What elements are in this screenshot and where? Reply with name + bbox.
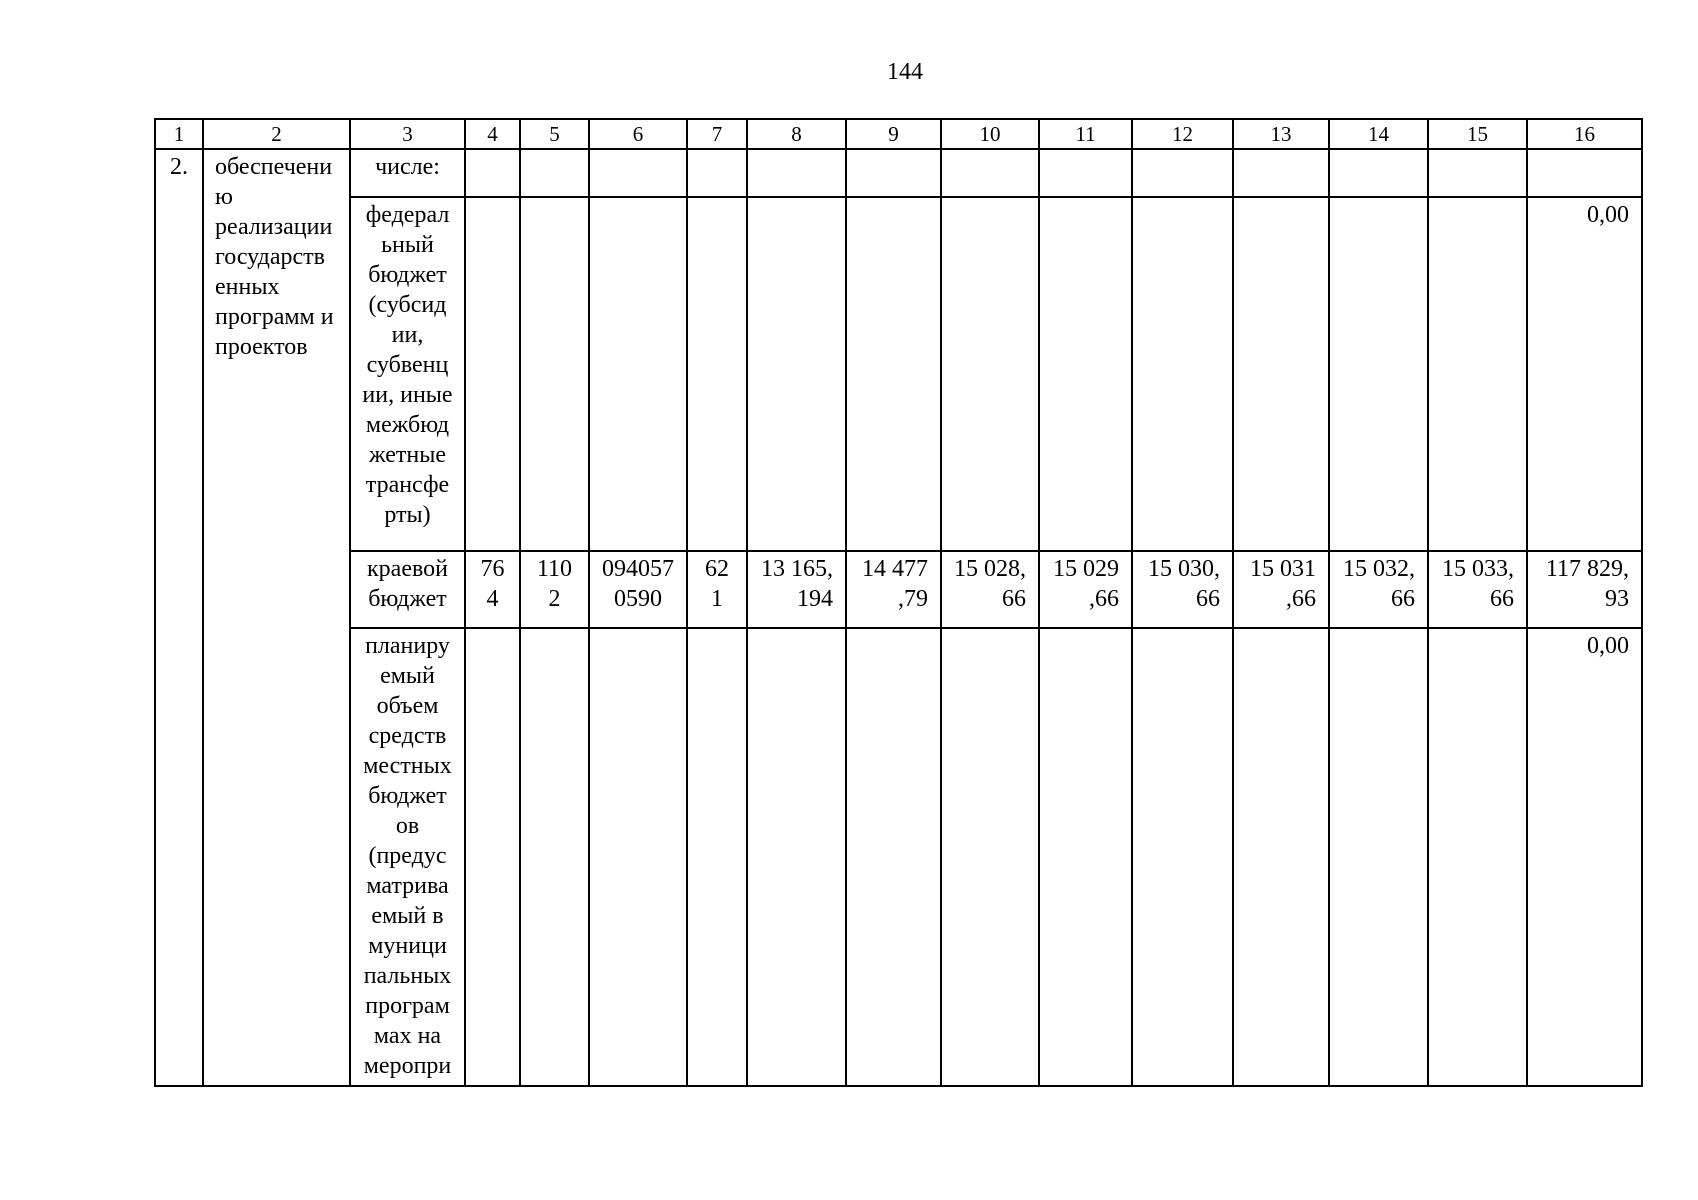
- item-number-cell: 2.: [155, 149, 203, 1086]
- empty-cell: [589, 628, 687, 1086]
- empty-cell: [1039, 197, 1132, 551]
- header-col-16: 16: [1527, 119, 1642, 149]
- empty-cell: [1132, 628, 1233, 1086]
- table-row: [155, 628, 1642, 1086]
- empty-cell: [846, 149, 941, 197]
- header-col-6: 6: [589, 119, 687, 149]
- regional-col6-cell: 094057 0590: [589, 551, 687, 628]
- empty-cell: [589, 197, 687, 551]
- regional-total-cell: 117 829, 93: [1527, 551, 1642, 628]
- regional-col9-cell: 14 477 ,79: [846, 551, 941, 628]
- table-row: [155, 197, 1642, 551]
- regional-col4-cell: 76 4: [465, 551, 520, 628]
- empty-cell: [520, 628, 589, 1086]
- empty-cell: [1428, 628, 1527, 1086]
- regional-col7-cell: 62 1: [687, 551, 747, 628]
- source-local-cell: планиру емый объем средств местных бюджет ов (предус матрива емый в муници пальных програм мах на меропри: [350, 628, 465, 1086]
- empty-cell: [1039, 628, 1132, 1086]
- empty-cell: [941, 197, 1039, 551]
- empty-cell: [1132, 149, 1233, 197]
- regional-col15-cell: 15 033, 66: [1428, 551, 1527, 628]
- empty-cell: [687, 628, 747, 1086]
- empty-cell: [1527, 149, 1642, 197]
- empty-cell: [520, 149, 589, 197]
- empty-cell: [1329, 149, 1428, 197]
- source-regional-cell: краевой бюджет: [350, 551, 465, 628]
- item-name-cell: обеспечени ю реализации государств енных программ и проектов: [203, 149, 350, 1086]
- empty-cell: [747, 628, 846, 1086]
- header-col-10: 10: [941, 119, 1039, 149]
- regional-col12-cell: 15 030, 66: [1132, 551, 1233, 628]
- regional-col5-cell: 110 2: [520, 551, 589, 628]
- empty-cell: [687, 149, 747, 197]
- header-col-4: 4: [465, 119, 520, 149]
- empty-cell: [1329, 628, 1428, 1086]
- empty-cell: [941, 149, 1039, 197]
- empty-cell: [465, 197, 520, 551]
- empty-cell: [465, 149, 520, 197]
- empty-cell: [465, 628, 520, 1086]
- regional-col11-cell: 15 029 ,66: [1039, 551, 1132, 628]
- federal-total-cell: 0,00: [1527, 197, 1642, 551]
- table-row: [155, 551, 1642, 628]
- empty-cell: [846, 197, 941, 551]
- empty-cell: [1233, 149, 1329, 197]
- page-number: 144: [887, 59, 923, 85]
- source-intro-cell: числе:: [350, 149, 465, 197]
- header-col-3: 3: [350, 119, 465, 149]
- header-col-7: 7: [687, 119, 747, 149]
- empty-cell: [1039, 149, 1132, 197]
- header-row: [155, 119, 1642, 149]
- empty-cell: [846, 628, 941, 1086]
- header-col-9: 9: [846, 119, 941, 149]
- header-col-1: 1: [155, 119, 203, 149]
- empty-cell: [1329, 197, 1428, 551]
- header-col-5: 5: [520, 119, 589, 149]
- empty-cell: [1428, 197, 1527, 551]
- empty-cell: [747, 197, 846, 551]
- empty-cell: [747, 149, 846, 197]
- empty-cell: [589, 149, 687, 197]
- header-col-15: 15: [1428, 119, 1527, 149]
- empty-cell: [941, 628, 1039, 1086]
- empty-cell: [1132, 197, 1233, 551]
- header-col-12: 12: [1132, 119, 1233, 149]
- header-col-13: 13: [1233, 119, 1329, 149]
- header-col-8: 8: [747, 119, 846, 149]
- empty-cell: [1233, 628, 1329, 1086]
- regional-col14-cell: 15 032, 66: [1329, 551, 1428, 628]
- local-total-cell: 0,00: [1527, 628, 1642, 1086]
- header-col-11: 11: [1039, 119, 1132, 149]
- regional-col8-cell: 13 165, 194: [747, 551, 846, 628]
- empty-cell: [1428, 149, 1527, 197]
- header-col-2: 2: [203, 119, 350, 149]
- empty-cell: [687, 197, 747, 551]
- source-federal-cell: федерал ьный бюджет (субсид ии, субвенц ии, иные межбюд жетные трансфе рты): [350, 197, 465, 551]
- budget-table: [154, 118, 1643, 1087]
- regional-col10-cell: 15 028, 66: [941, 551, 1039, 628]
- empty-cell: [520, 197, 589, 551]
- empty-cell: [1233, 197, 1329, 551]
- header-col-14: 14: [1329, 119, 1428, 149]
- regional-col13-cell: 15 031 ,66: [1233, 551, 1329, 628]
- table-row: [155, 149, 1642, 197]
